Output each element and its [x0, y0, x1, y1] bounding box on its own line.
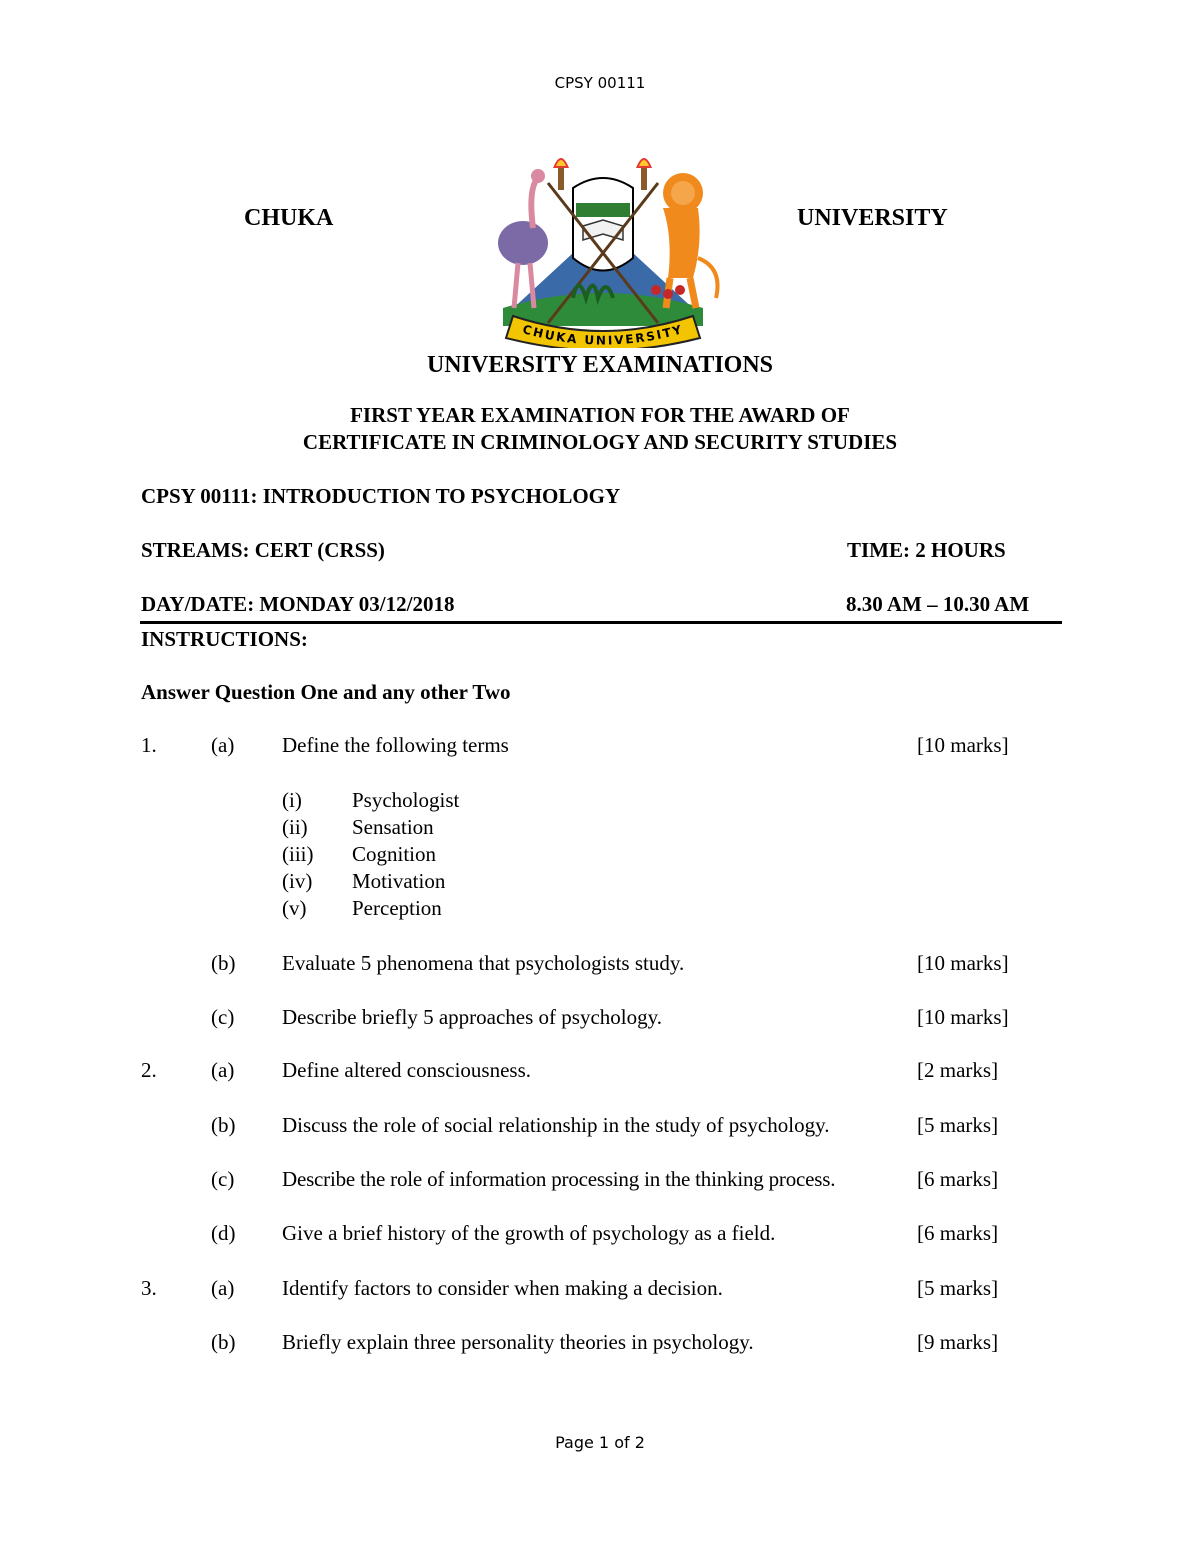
part-text: Describe briefly 5 approaches of psychology. [282, 1005, 663, 1029]
part-text: Define the following terms [282, 733, 509, 757]
term-text: Perception [352, 896, 442, 920]
instruction-text: Answer Question One and any other Two [141, 680, 511, 704]
part-marks: [5 marks] [917, 1276, 999, 1300]
part-label: (a) [211, 733, 235, 757]
term-text: Cognition [352, 842, 437, 866]
part-marks: [2 marks] [917, 1058, 999, 1082]
exam-hours: 8.30 AM – 10.30 AM [846, 592, 1030, 616]
streams: STREAMS: CERT (CRSS) [141, 538, 385, 562]
term-label: (iii) [282, 842, 314, 866]
part-marks: [10 marks] [917, 951, 1009, 975]
term-text: Sensation [352, 815, 434, 839]
part-label: (b) [211, 1330, 236, 1354]
university-crest-logo [478, 148, 728, 348]
exam-duration: TIME: 2 HOURS [847, 538, 1006, 562]
part-marks: [6 marks] [917, 1221, 999, 1245]
term-label: (iv) [282, 869, 313, 893]
header-divider [140, 621, 1062, 624]
part-marks: [10 marks] [917, 733, 1009, 757]
question-number: 2. [141, 1058, 157, 1082]
part-text: Give a brief history of the growth of psychology as a field. [282, 1221, 776, 1245]
part-text: Describe the role of information processing in the thinking process. [282, 1167, 836, 1191]
part-marks: [6 marks] [917, 1167, 999, 1191]
part-text: Evaluate 5 phenomena that psychologists study. [282, 951, 685, 975]
part-text: Discuss the role of social relationship in the study of psychology. [282, 1113, 830, 1137]
course-title: CPSY 00111: INTRODUCTION TO PSYCHOLOGY [141, 484, 621, 508]
part-marks: [9 marks] [917, 1330, 999, 1354]
svg-text:CHUKA UNIVERSITY: CHUKA UNIVERSITY [521, 322, 685, 348]
part-label: (a) [211, 1058, 235, 1082]
part-label: (b) [211, 1113, 236, 1137]
exam-date: DAY/DATE: MONDAY 03/12/2018 [141, 592, 455, 616]
part-text: Identify factors to consider when making a decision. [282, 1276, 723, 1300]
subtitle-line-1: FIRST YEAR EXAMINATION FOR THE AWARD OF [350, 403, 850, 427]
question-number: 1. [141, 733, 157, 757]
exam-title: UNIVERSITY EXAMINATIONS [426, 352, 774, 378]
part-label: (c) [211, 1005, 235, 1029]
term-label: (ii) [282, 815, 308, 839]
banner-right-word: UNIVERSITY [797, 205, 948, 231]
question-number: 3. [141, 1276, 157, 1300]
part-label: (b) [211, 951, 236, 975]
part-marks: [5 marks] [917, 1113, 999, 1137]
instructions-label: INSTRUCTIONS: [141, 627, 308, 651]
subtitle-line-2: CERTIFICATE IN CRIMINOLOGY AND SECURITY STUDIES [302, 430, 898, 454]
term-label: (i) [282, 788, 302, 812]
part-label: (c) [211, 1167, 235, 1191]
part-text: Define altered consciousness. [282, 1058, 531, 1082]
header-course-code: CPSY 00111 [554, 74, 646, 92]
term-text: Psychologist [352, 788, 460, 812]
banner-left-word: CHUKA [244, 205, 334, 231]
term-label: (v) [282, 896, 307, 920]
part-label: (d) [211, 1221, 236, 1245]
part-label: (a) [211, 1276, 235, 1300]
part-marks: [10 marks] [917, 1005, 1009, 1029]
page-number: Page 1 of 2 [555, 1433, 645, 1452]
term-text: Motivation [352, 869, 446, 893]
part-text: Briefly explain three personality theories in psychology. [282, 1330, 754, 1354]
